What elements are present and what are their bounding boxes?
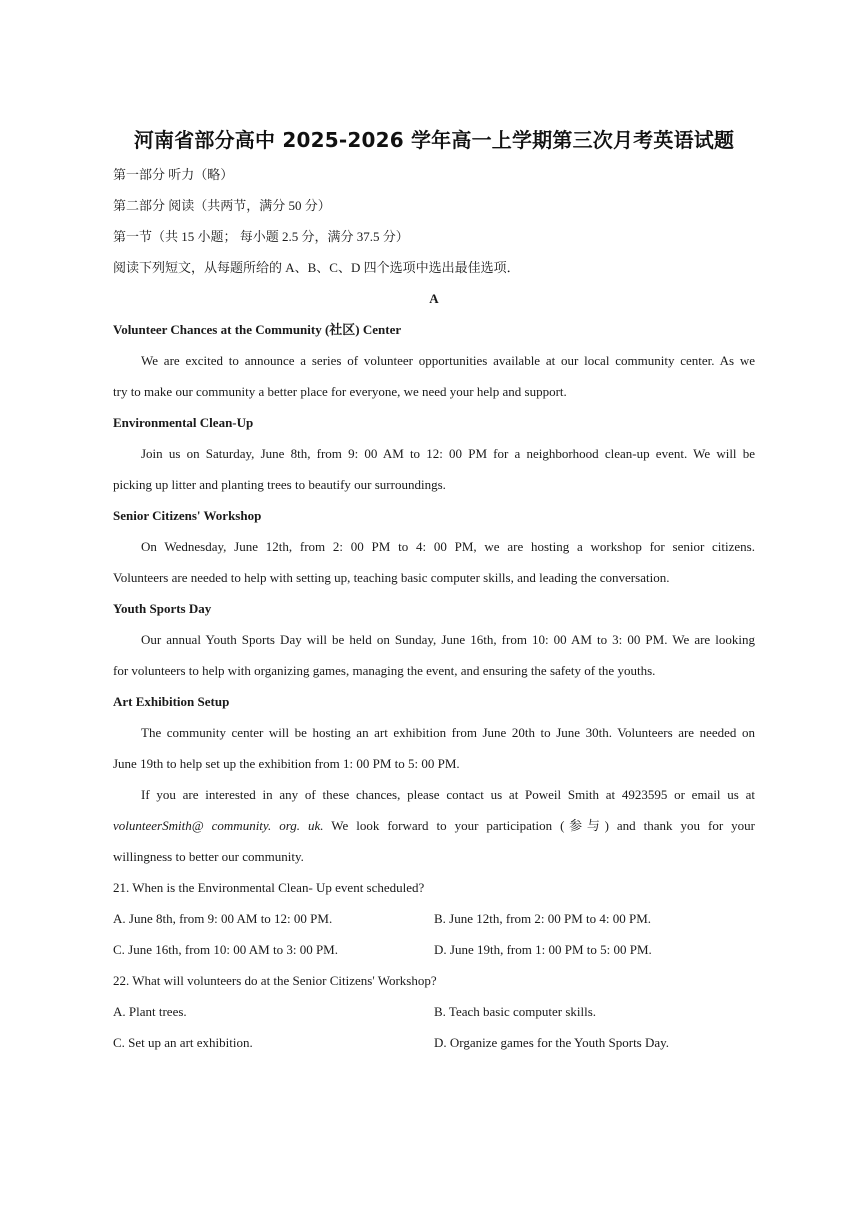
section-text-line: for volunteers to help with organizing games, managing the event, and ensuring the safety of the youths. <box>113 663 656 678</box>
closing-line <box>113 817 755 835</box>
question-stem: 21. When is the Environmental Clean- Up event scheduled? <box>113 880 425 895</box>
contact-email: volunteerSmith@ community. org. uk. <box>113 818 324 833</box>
option-item: D. June 19th, from 1: 00 PM to 5: 00 PM. <box>434 942 652 957</box>
section-text-line: Our annual Youth Sports Day will be held on Sunday, June 16th, from 10: 00 AM to 3: 00 PM. We are looking <box>141 632 755 647</box>
section-text-line: Join us on Saturday, June 8th, from 9: 00 AM to 12: 00 PM for a neighborhood clean-up event. We will be <box>141 446 755 461</box>
option-item: A. Plant trees. <box>113 1004 187 1019</box>
section-text-line: picking up litter and planting trees to beautify our surroundings. <box>113 477 446 492</box>
option-item: A. June 8th, from 9: 00 AM to 12: 00 PM. <box>113 911 333 926</box>
section1-label: 第一节（共 15 小题； 每小题 2.5 分，满分 37.5 分） <box>113 229 409 244</box>
section-heading: Senior Citizens' Workshop <box>113 508 262 523</box>
option-item: D. Organize games for the Youth Sports Day. <box>434 1035 670 1050</box>
part1-label: 第一部分 听力（略） <box>113 167 234 182</box>
section-heading: Youth Sports Day <box>113 601 212 616</box>
intro-line: try to make our community a better place for everyone, we need your help and support. <box>113 384 567 399</box>
option-item: B. Teach basic computer skills. <box>434 1004 597 1019</box>
closing-text: We look forward to your participation (参与) and thank you for your <box>323 818 755 833</box>
question-stem: 22. What will volunteers do at the Senior Citizens' Workshop? <box>113 973 437 988</box>
part2-label: 第二部分 阅读（共两节，满分 50 分） <box>113 198 331 213</box>
option-item: C. Set up an art exhibition. <box>113 1035 253 1050</box>
section-text-line: June 19th to help set up the exhibition from 1: 00 PM to 5: 00 PM. <box>113 756 460 771</box>
passage-heading: Volunteer Chances at the Community (社区) Center <box>113 322 402 337</box>
passage-letter: A <box>429 291 439 306</box>
section-text-line: Volunteers are needed to help with setting up, teaching basic computer skills, and leading the conversation. <box>113 570 670 585</box>
instruction-text: 阅读下列短文，从每题所给的 A、B、C、D 四个选项中选出最佳选项． <box>113 260 520 275</box>
option-item: C. June 16th, from 10: 00 AM to 3: 00 PM. <box>113 942 338 957</box>
intro-line: We are excited to announce a series of volunteer opportunities available at our local community center. As we <box>141 353 755 368</box>
closing-line: If you are interested in any of these chances, please contact us at Poweil Smith at 4923595 or email us at <box>141 787 755 802</box>
section-text-line: The community center will be hosting an art exhibition from June 20th to June 30th. Volunteers are needed on <box>141 725 755 740</box>
closing-line: willingness to better our community. <box>113 849 304 864</box>
section-heading: Environmental Clean-Up <box>113 415 254 430</box>
page-title: 河南省部分高中 2025-2026 学年高一上学期第三次月考英语试题 <box>133 128 735 152</box>
section-text-line: On Wednesday, June 12th, from 2: 00 PM to 4: 00 PM, we are hosting a workshop for senior citizens. <box>141 539 755 554</box>
section-heading: Art Exhibition Setup <box>113 694 230 709</box>
option-item: B. June 12th, from 2: 00 PM to 4: 00 PM. <box>434 911 652 926</box>
